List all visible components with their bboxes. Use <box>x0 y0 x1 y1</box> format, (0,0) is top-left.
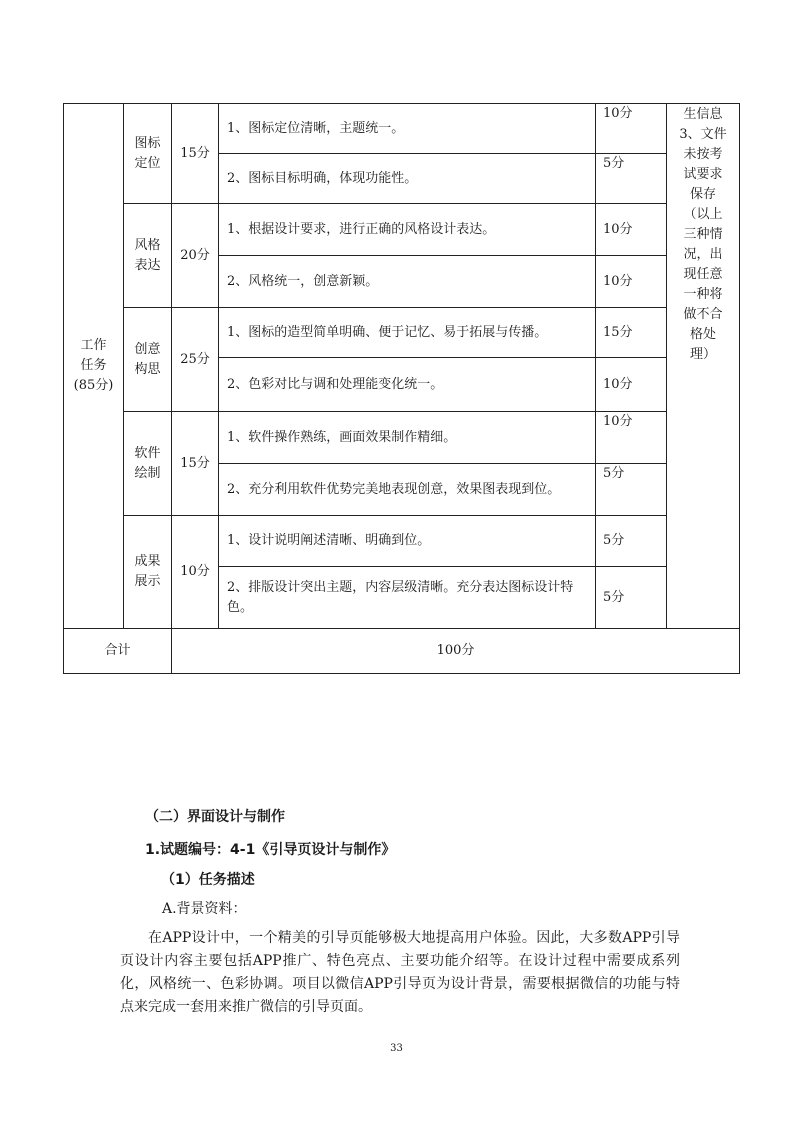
criterion-text: 2、排版设计突出主题，内容层级清晰。充分表达图标设计特色。 <box>219 567 596 629</box>
item-heading: 1.试题编号：4-1《引导页设计与制作》 <box>145 842 396 858</box>
remarks-cell: 生信息 3、文件 未按考 试要求 保存 （以上 三种情 况，出 现任意 一种将 做不合 格处 理） <box>667 104 740 629</box>
category-points: 15分 <box>172 412 219 516</box>
criterion-text: 2、风格统一，创意新颖。 <box>219 256 596 308</box>
criterion-score: 10分 <box>596 104 667 154</box>
category-points: 25分 <box>172 308 219 412</box>
category-points: 15分 <box>172 104 219 204</box>
criterion-text: 2、充分利用软件优势完美地表现创意，效果图表现到位。 <box>219 464 596 516</box>
criterion-text: 1、图标定位清晰，主题统一。 <box>219 104 596 154</box>
criterion-score: 5分 <box>596 516 667 567</box>
criterion-score: 5分 <box>596 464 667 516</box>
grading-table <box>63 103 740 674</box>
criterion-text: 2、色彩对比与调和处理能变化统一。 <box>219 358 596 412</box>
criterion-score: 10分 <box>596 412 667 464</box>
section-heading: （二）界面设计与制作 <box>145 809 285 825</box>
category-cell: 风格 表达 <box>124 204 172 308</box>
criterion-score: 10分 <box>596 358 667 412</box>
sub-heading: （1）任务描述 <box>161 872 255 888</box>
total-value: 100分 <box>172 629 740 674</box>
dimension-cell: 工作 任务 (85分) <box>64 104 124 629</box>
total-label: 合计 <box>64 629 172 674</box>
background-label: A.背景资料： <box>162 901 247 917</box>
criterion-text: 1、设计说明阐述清晰、明确到位。 <box>219 516 596 567</box>
category-cell: 成果 展示 <box>124 516 172 629</box>
criterion-text: 1、软件操作熟练，画面效果制作精细。 <box>219 412 596 464</box>
criterion-score: 10分 <box>596 256 667 308</box>
criterion-text: 2、图标目标明确，体现功能性。 <box>219 154 596 204</box>
body-paragraph: 在APP设计中，一个精美的引导页能够极大地提高用户体验。因此，大多数APP引导页设计内容主要包括APP推广、特色亮点、主要功能介绍等。在设计过程中需要成系列化，风格统一、色彩协调。项目以微信APP引导页为设计背景，需要根据微信的功能与特点来完成一套用来推广微信的引导页面。 <box>120 930 680 1015</box>
criterion-score: 5分 <box>596 567 667 629</box>
category-cell: 软件 绘制 <box>124 412 172 516</box>
category-cell: 图标 定位 <box>124 104 172 204</box>
criterion-text: 1、图标的造型简单明确、便于记忆、易于拓展与传播。 <box>219 308 596 358</box>
category-points: 20分 <box>172 204 219 308</box>
criterion-text: 1、根据设计要求，进行正确的风格设计表达。 <box>219 204 596 256</box>
category-cell: 创意 构思 <box>124 308 172 412</box>
criterion-score: 10分 <box>596 204 667 256</box>
page-number: 33 <box>390 1043 403 1054</box>
category-points: 10分 <box>172 516 219 629</box>
criterion-score: 15分 <box>596 308 667 358</box>
criterion-score: 5分 <box>596 154 667 204</box>
